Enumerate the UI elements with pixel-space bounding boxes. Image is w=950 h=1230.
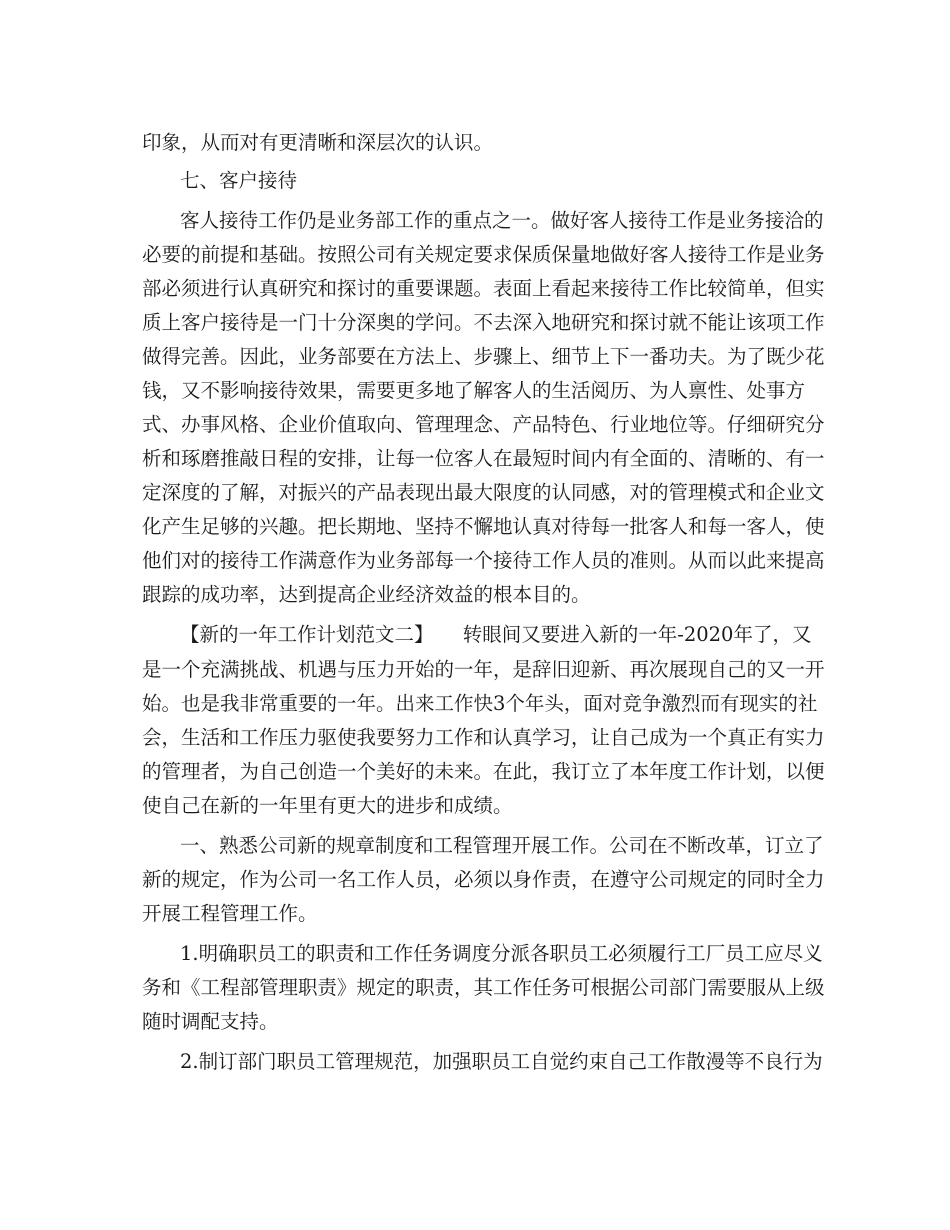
text-line: 必要的前提和基础。按照公司有关规定要求保质保量地做好客人接待工作是业务 — [142, 243, 825, 266]
text-line: 印象，从而对有更清晰和深层次的认识。 — [142, 131, 494, 154]
text-line: 新的规定，作为公司一名工作人员，必须以身作责，在遵守公司规定的同时全力 — [142, 868, 825, 891]
text-line: 是一个充满挑战、机遇与压力开始的一年，是辞旧迎新、再次展现自己的又一开 — [142, 658, 825, 681]
text-line: 部必须进行认真研究和探讨的重要课题。表面上看起来接待工作比较简单，但实 — [142, 277, 825, 300]
text-line: 随时调配支持。 — [142, 1010, 279, 1033]
text-line: 式、办事风格、企业价值取向、管理理念、产品特色、行业地位等。仔细研究分 — [142, 413, 825, 436]
text-line: 务和《工程部管理职责》规定的职责，其工作任务可根据公司部门需要服从上级 — [142, 976, 825, 999]
text-line: 始。也是我非常重要的一年。出来工作快3个年头，面对竞争激烈而有现实的社 — [142, 692, 818, 715]
section-heading: 七、客户接待 — [180, 169, 298, 192]
text-line: 一、熟悉公司新的规章制度和工程管理开展工作。公司在不断改革，订立了 — [180, 834, 824, 857]
text-line: 会，生活和工作压力驱使我要努力工作和认真学习，让自己成为一个真正有实力 — [142, 726, 825, 749]
section-heading: 【新的一年工作计划范文二】 转眼间又要进入新的一年-2020年了，又 — [180, 623, 812, 646]
text-line: 钱，又不影响接待效果，需要更多地了解客人的生活阅历、为人禀性、处事方 — [142, 379, 806, 402]
text-line: 开展工程管理工作。 — [142, 902, 318, 925]
text-line: 定深度的了解，对振兴的产品表现出最大限度的认同感，对的管理模式和企业文 — [142, 481, 825, 504]
text-line: 质上客户接待是一门十分深奥的学问。不去深入地研究和探讨就不能让该项工作 — [142, 311, 825, 334]
text-line: 析和琢磨推敲日程的安排，让每一位客人在最短时间内有全面的、清晰的、有一 — [142, 447, 825, 470]
text-line: 跟踪的成功率，达到提高企业经济效益的根本目的。 — [142, 583, 591, 606]
text-line: 的管理者，为自己创造一个美好的未来。在此，我订立了本年度工作计划，以便 — [142, 760, 825, 783]
list-item: 1.明确职员工的职责和工作任务调度分派各职员工必须履行工厂员工应尽义 — [180, 942, 823, 965]
text-line: 客人接待工作仍是业务部工作的重点之一。做好客人接待工作是业务接洽的 — [180, 209, 824, 232]
text-line: 做得完善。因此，业务部要在方法上、步骤上、细节上下一番功夫。为了既少花 — [142, 345, 825, 368]
list-item: 2.制订部门职员工管理规范，加强职员工自觉约束自己工作散漫等不良行为 — [180, 1050, 823, 1073]
text-line: 化产生足够的兴趣。把长期地、坚持不懈地认真对待每一批客人和每一客人，使 — [142, 515, 825, 538]
text-line: 使自己在新的一年里有更大的进步和成绩。 — [142, 794, 513, 817]
text-line: 他们对的接待工作满意作为业务部每一个接待工作人员的准则。从而以此来提高 — [142, 549, 825, 572]
